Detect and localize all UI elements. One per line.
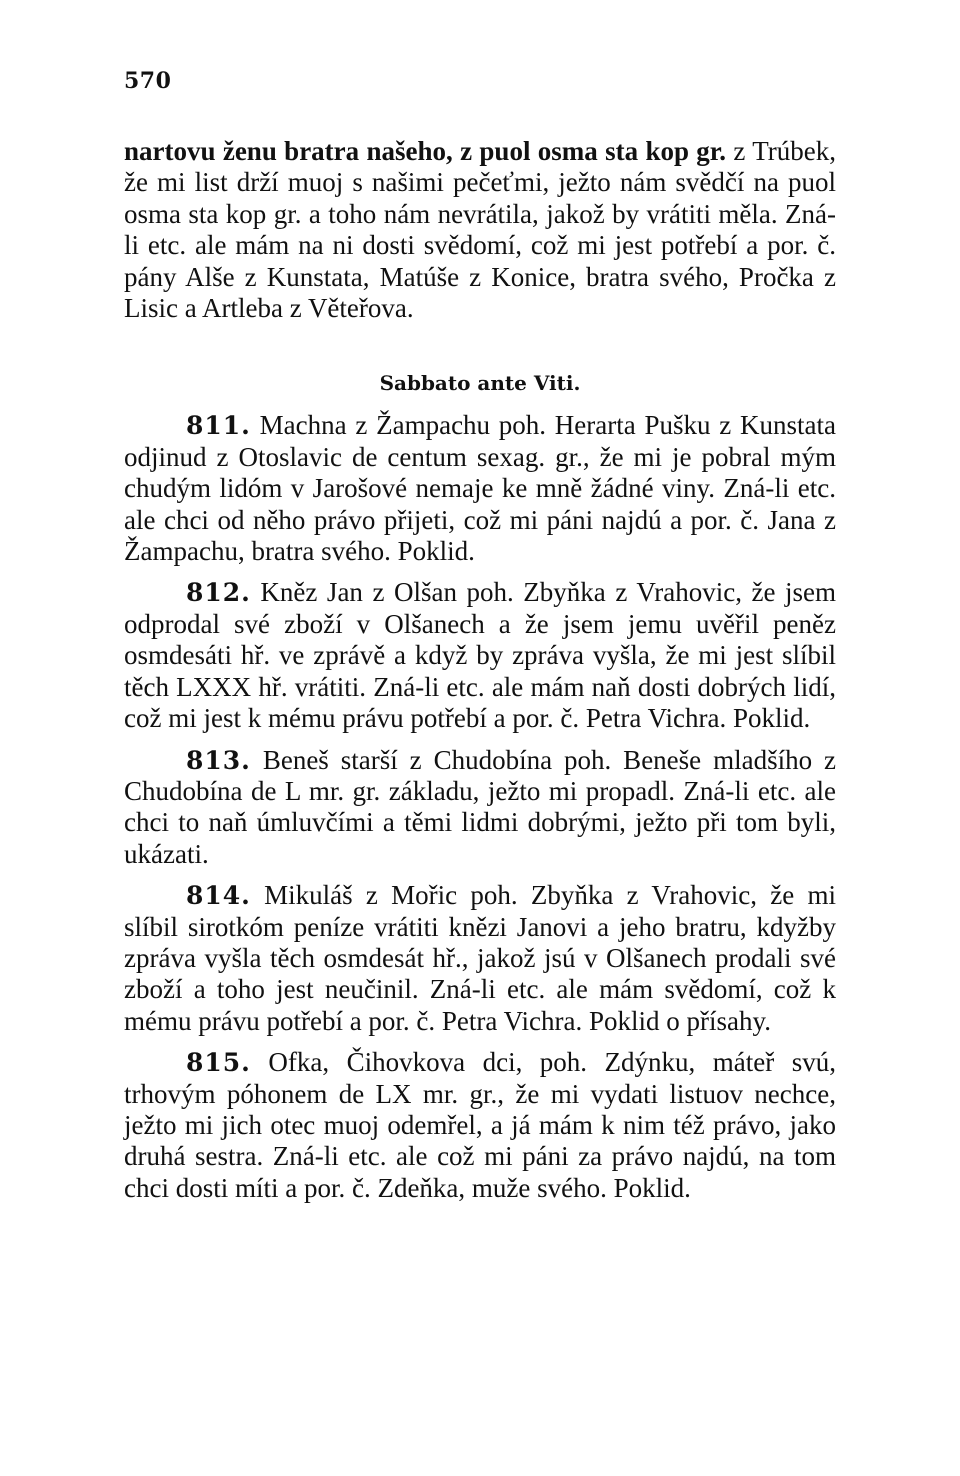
entry-number: 812. bbox=[186, 578, 251, 608]
text-column bbox=[124, 136, 836, 1214]
entry-text: Machna z Žampachu poh. Herarta Pušku z Kunstata odjinud z Otoslavic de centum sexag. gr., že mi je pobral mým chudým lidóm v Jarošové nemaje ke mně žádné viny. Zná-li etc. ale chci od něho právo přijeti, což mi páni najdú a por. č. Jana z Žampachu, bratra svého. Poklid. bbox=[124, 410, 836, 567]
entry-815 bbox=[124, 1047, 836, 1204]
entry-number: 811. bbox=[186, 411, 251, 441]
entry-number: 814. bbox=[186, 881, 251, 911]
page-number: 570 bbox=[124, 68, 172, 94]
entry-813 bbox=[124, 745, 836, 871]
continuation-text: z Trúbek, že mi list drží muoj s našimi pečeťmi, ježto nám svědčí na puol osma sta kop gr. a toho nám nevrátila, jakož by vrátiti měla. Zná-li etc. ale mám na ni dosti svědomí, což mi jest potřebí a por. č. pány Alše z Kunstata, Matúše z Konice, bratra svého, Pročka z Lisic a Artleba z Věteřova. bbox=[124, 136, 836, 324]
entry-814 bbox=[124, 880, 836, 1037]
entry-number: 813. bbox=[186, 745, 251, 775]
entry-number: 815. bbox=[186, 1048, 251, 1078]
entry-text: Mikuláš z Mořic poh. Zbyňka z Vrahovic, že mi slíbil sirotkóm peníze vrátiti knězi Janovi a jeho bratru, kdyžby zpráva vyšla těch osmdesát hř., jakož jsú v Olšanech prodali své zboží a toho jest neučinil. Zná-li etc. ale mám svědomí, což k mému právu potřebí a por. č. Petra Vichra. Poklid o přísahy. bbox=[124, 880, 836, 1036]
section-heading: Sabbato ante Viti. bbox=[379, 371, 581, 396]
continuation-paragraph bbox=[124, 136, 836, 324]
continuation-bold-run: nartovu ženu bratra našeho, z puol osma sta kop gr. bbox=[124, 136, 727, 166]
entry-text: Beneš starší z Chudobína poh. Beneše mladšího z Chudobína de L mr. gr. základu, ježto mi propadl. Zná-li etc. ale chci to naň úmluvčími a těmi lidmi dobrými, ježto při tom byli, ukázati. bbox=[124, 744, 836, 869]
entry-811 bbox=[124, 410, 836, 567]
entry-text: Kněz Jan z Olšan poh. Zbyňka z Vrahovic, že jsem odprodal své zboží v Olšanech a že jsem jemu uvěřil peněz osmdesáti hř. ve zprávě a když by zpráva vyšla, že mi jest slíbil těch LXXX hř. vrátiti. Zná-li etc. ale mám naň dosti dobrých lidí, což mi jest k mému právu potřebí a por. č. Petra Vichra. Poklid. bbox=[124, 577, 836, 734]
entry-text: Ofka, Čihovkova dci, poh. Zdýnku, máteř svú, trhovým póhonem de LX mr. gr., že mi vydati listuov nechce, ježto mi jich otec muoj odemřel, a já mám k nim též právo, jako druhá sestra. Zná-li etc. ale což mi páni za právo najdú, na tom chci dosti míti a por. č. Zdeňka, muže svého. Poklid. bbox=[124, 1047, 836, 1203]
entry-812 bbox=[124, 577, 836, 734]
